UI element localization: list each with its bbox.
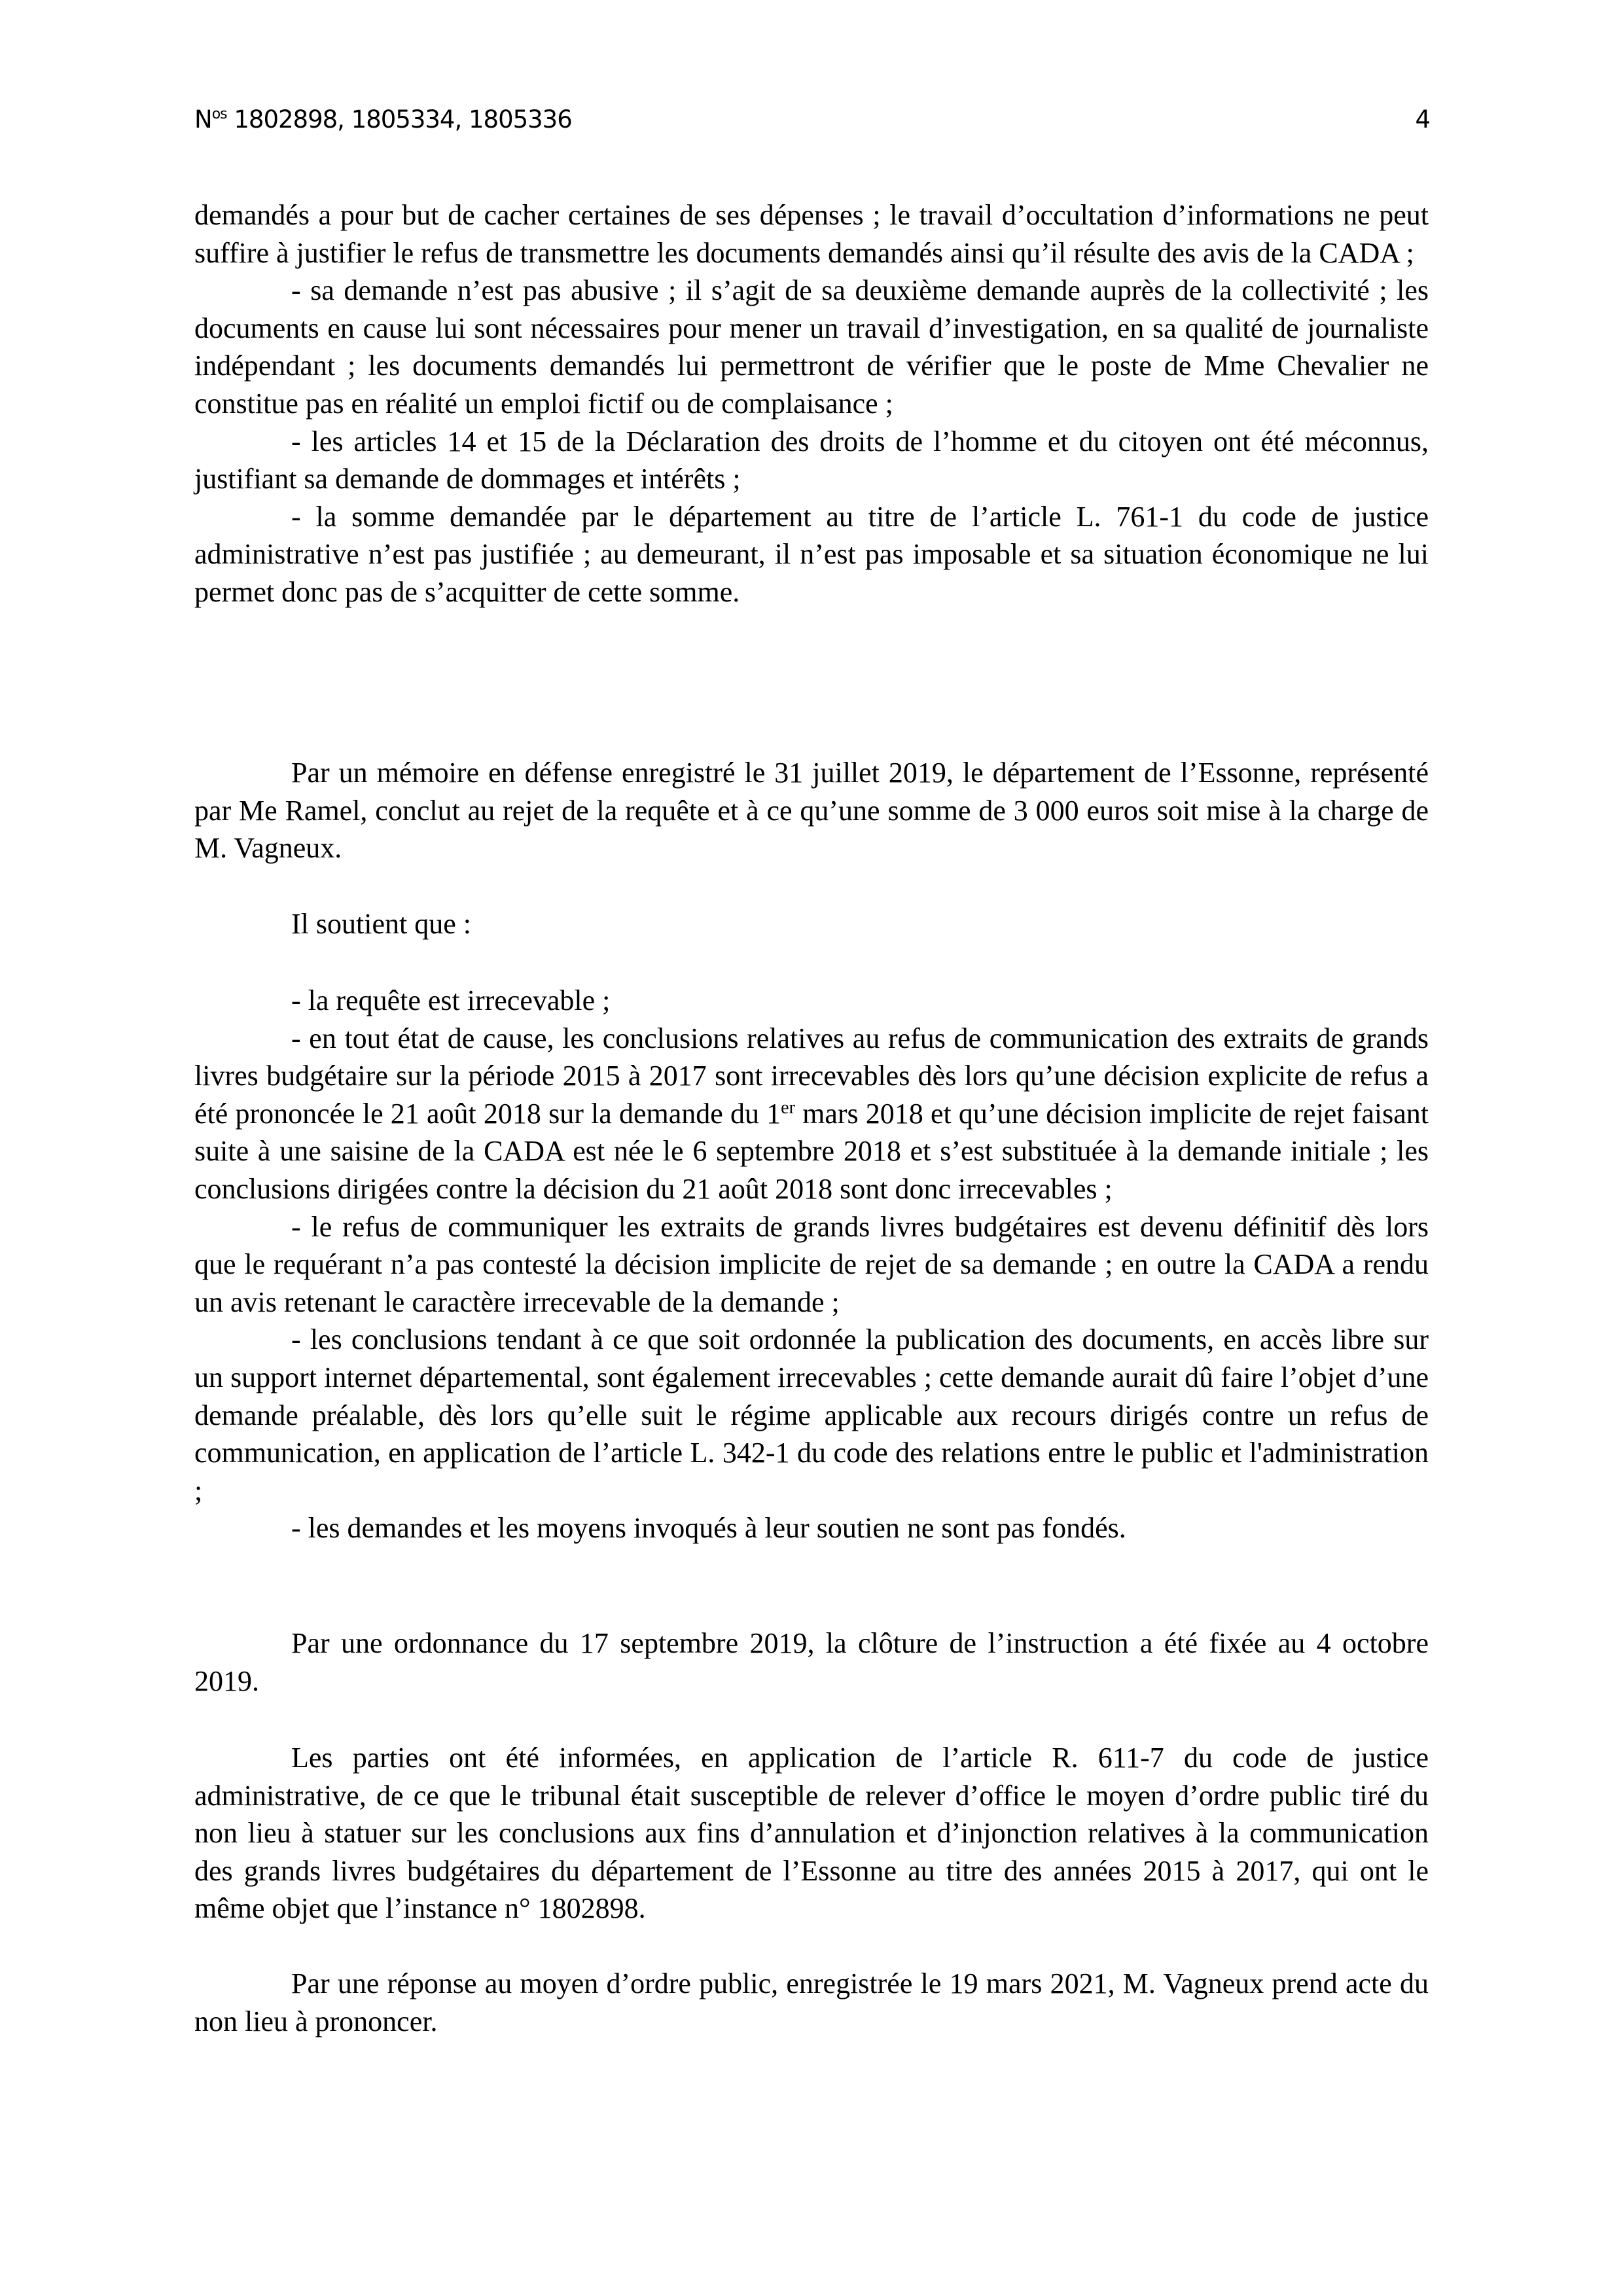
defense-memo-section [194, 754, 1429, 867]
parties-informed-section [194, 1739, 1429, 1928]
defense-memo-paragraph: Par un mémoire en défense enregistré le 31 juillet 2019, le département de l’Essonne, représenté par Me Ramel, conclut au rejet de la requête et à ce qu’une somme de 3 000 euros soit mise à la charge de M. Vagneux. [194, 757, 1429, 865]
soutient-section [194, 905, 1429, 943]
ordonnance-section [194, 1624, 1429, 1700]
defense-argument-extraits-part1: - en tout état de cause, les conclusions relatives au refus de communication des extraits de grands livres budgétaire sur la période 2015 à 2017 sont irrecevables dès lors qu’une décision explicite de refus a été prononcée le 21 août 2018 sur la demande du 1 [194, 1022, 1429, 1130]
case-prefix: N [194, 105, 212, 134]
defense-argument-definitif: - le refus de communiquer les extraits de grands livres budgétaires est devenu définitif dès lors que le requérant n’a pas contesté la décision implicite de rejet de sa demande ; en outre la CADA a rendu un avis retenant le caractère irrecevable de la demande ; [194, 1210, 1429, 1318]
argument-l761-1: - la somme demandée par le département au titre de l’article L. 761-1 du code de justice administrative n’est pas justifiée ; au demeurant, il n’est pas imposable et sa situation économique ne lui permet donc pas de s’acquitter de cette somme. [194, 500, 1429, 608]
ordinal-superscript: er [781, 1097, 795, 1118]
case-numbers [194, 103, 572, 136]
reponse-section [194, 1965, 1429, 2040]
defense-arguments [194, 982, 1429, 1547]
argument-not-abusive: - sa demande n’est pas abusive ; il s’agit de sa deuxième demande auprès de la collectivité ; les documents en cause lui sont nécessaires pour mener un travail d’investigation, en sa qualité de journaliste indépendant ; les documents demandés lui permettront de vérifier que le poste de Mme Chevalier ne constitue pas en réalité un emploi fictif ou de complaisance ; [194, 274, 1429, 420]
soutient-heading: Il soutient que : [291, 908, 471, 940]
paragraph-continuation: demandés a pour but de cacher certaines de ses dépenses ; le travail d’occultation d’informations ne peut suffire à justifier le refus de transmettre les documents demandés ainsi qu’il résulte des avis de la CADA ; [194, 199, 1429, 269]
argument-ddhc: - les articles 14 et 15 de la Déclaration des droits de l’homme et du citoyen ont été méconnus, justifiant sa demande de dommages et intérêts ; [194, 425, 1429, 495]
defense-argument-publication: - les conclusions tendant à ce que soit ordonnée la publication des documents, en accès libre sur un support internet départemental, sont également irrecevables ; cette demande aurait dû faire l’objet d’une demande préalable, dès lors qu’elle suit le régime applicable aux recours dirigés contre un refus de communication, en application de l’article L. 342-1 du code des relations entre le public et l'administration ; [194, 1323, 1429, 1507]
defense-argument-extraits [194, 1020, 1429, 1208]
ordonnance-paragraph: Par une ordonnance du 17 septembre 2019, la clôture de l’instruction a été fixée au 4 octobre 2019. [194, 1627, 1429, 1697]
parties-informed-paragraph: Les parties ont été informées, en application de l’article R. 611-7 du code de justice administrative, de ce que le tribunal était susceptible de relever d’office le moyen d’ordre public tiré du non lieu à statuer sur les conclusions aux fins d’annulation et d’injonction relatives à la communication des grands livres budgétaires du département de l’Essonne au titre des années 2015 à 2017, qui ont le même objet que l’instance n° 1802898. [194, 1742, 1429, 1925]
page-number: 4 [1415, 105, 1430, 134]
case-numbers-list: 1802898, 1805334, 1805336 [226, 105, 572, 134]
defense-argument-irrecevable: - la requête est irrecevable ; [291, 984, 611, 1016]
requerant-arguments [194, 196, 1429, 611]
reponse-paragraph: Par une réponse au moyen d’ordre public, enregistrée le 19 mars 2021, M. Vagneux prend acte du non lieu à prononcer. [194, 1967, 1429, 2037]
defense-argument-extraits-part2: mars 2018 et qu’une décision implicite de rejet faisant suite à une saisine de la CADA est née le 6 septembre 2018 et s’est substituée à la demande initiale ; les conclusions dirigées contre la décision du 21 août 2018 sont donc irrecevables ; [194, 1097, 1429, 1205]
case-prefix-superscript: os [211, 106, 227, 122]
defense-argument-non-fondes: - les demandes et les moyens invoqués à leur soutien ne sont pas fondés. [291, 1512, 1126, 1545]
page-header [194, 103, 1430, 136]
